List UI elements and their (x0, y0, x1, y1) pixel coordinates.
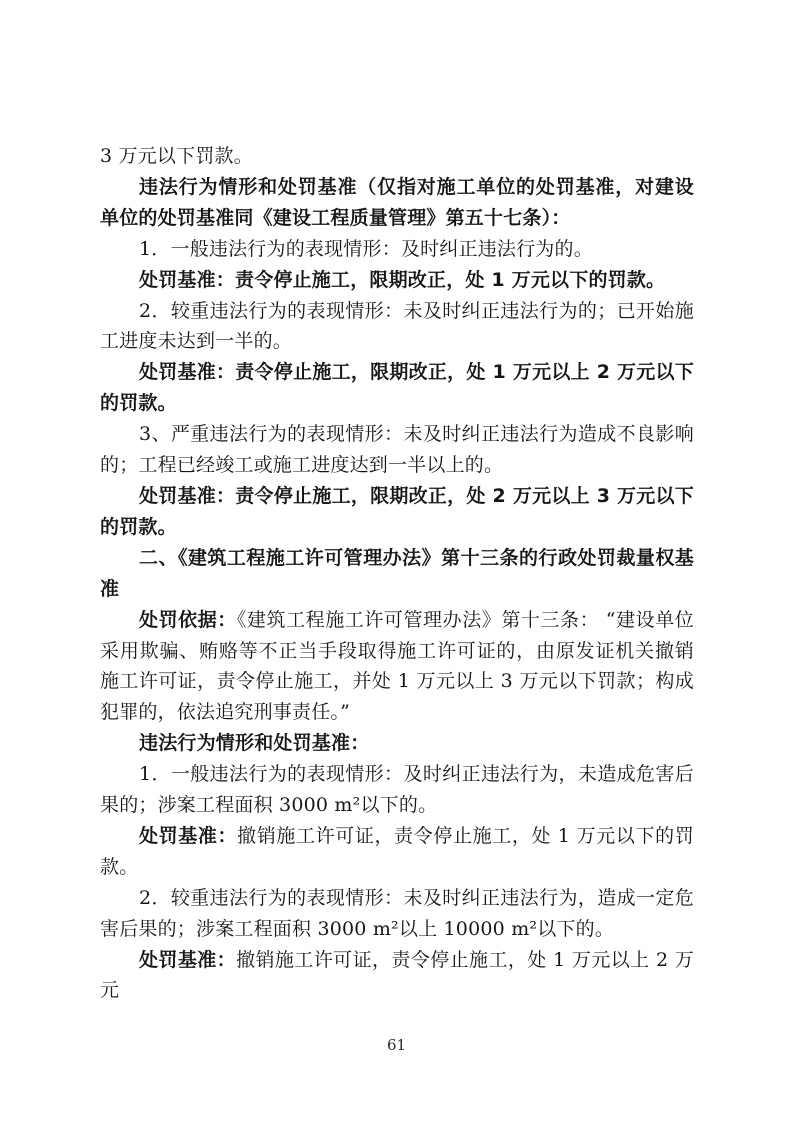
paragraph (100, 234, 694, 265)
paragraph (100, 759, 694, 821)
paragraph (100, 296, 694, 358)
bold-text-run: 处罚基准：责令停止施工，限期改正，处 2 万元以上 3 万元以下的罚款。 (100, 484, 694, 538)
text-run: 撤销施工许可证，责令停止施工，处 1 万元以上 2 万元 (100, 948, 694, 1002)
paragraph (100, 728, 694, 759)
bold-text-run: 违法行为情形和处罚基准： (139, 732, 370, 755)
text-run: 3 万元以下罚款。 (100, 145, 253, 167)
text-run: 1．一般违法行为的表现情形：及时纠正违法行为的。 (139, 237, 593, 260)
bold-text-run: 处罚基准：责令停止施工，限期改正，处 1 万元以下的罚款。 (139, 268, 666, 291)
bold-text-run: 处罚基准：责令停止施工，限期改正，处 1 万元以上 2 万元以下的罚款。 (100, 361, 694, 415)
paragraph (100, 883, 694, 945)
paragraph (100, 419, 694, 481)
paragraph (100, 265, 694, 296)
bold-text-run: 处罚基准： (139, 824, 238, 847)
text-run: 3、严重违法行为的表现情形：未及时纠正违法行为造成不良影响的；工程已经竣工或施工进度达到一半以上的。 (100, 423, 694, 477)
bold-text-run: 处罚依据： (139, 608, 237, 631)
document-body (100, 141, 694, 1006)
bold-text-run: 二、《建筑工程施工许可管理办法》第十三条的行政处罚裁量权基准 (100, 546, 694, 600)
paragraph (100, 945, 694, 1007)
paragraph (100, 605, 694, 729)
text-run: 撤销施工许可证，责令停止施工，处 1 万元以下的罚款。 (100, 824, 694, 878)
bold-text-run: 处罚基准： (139, 948, 237, 971)
text-run: 1．一般违法行为的表现情形：及时纠正违法行为，未造成危害后果的；涉案工程面积 3000 m²以下的。 (100, 763, 694, 817)
text-run: 2．较重违法行为的表现情形：未及时纠正违法行为，造成一定危害后果的；涉案工程面积 3000 m²以上 10000 m²以下的。 (100, 886, 694, 940)
paragraph (100, 543, 694, 605)
text-run: 《建筑工程施工许可管理办法》第十三条： “建设单位采用欺骗、贿赂等不正当手段取得施工许可证的，由原发证机关撤销施工许可证，责令停止施工，并处 1 万元以上 3 万元以下罚款；构成犯罪的，依法追究刑事责任。” (100, 608, 694, 724)
paragraph (100, 481, 694, 543)
paragraph (100, 172, 694, 234)
page-number: 61 (386, 1036, 407, 1054)
text-run: 2．较重违法行为的表现情形：未及时纠正违法行为的；已开始施工进度未达到一半的。 (100, 299, 694, 353)
paragraph (100, 357, 694, 419)
paragraph (100, 141, 694, 172)
paragraph (100, 821, 694, 883)
bold-text-run: 违法行为情形和处罚基准（仅指对施工单位的处罚基准，对建设单位的处罚基准同《建设工程质量管理》第五十七条）： (100, 175, 694, 229)
